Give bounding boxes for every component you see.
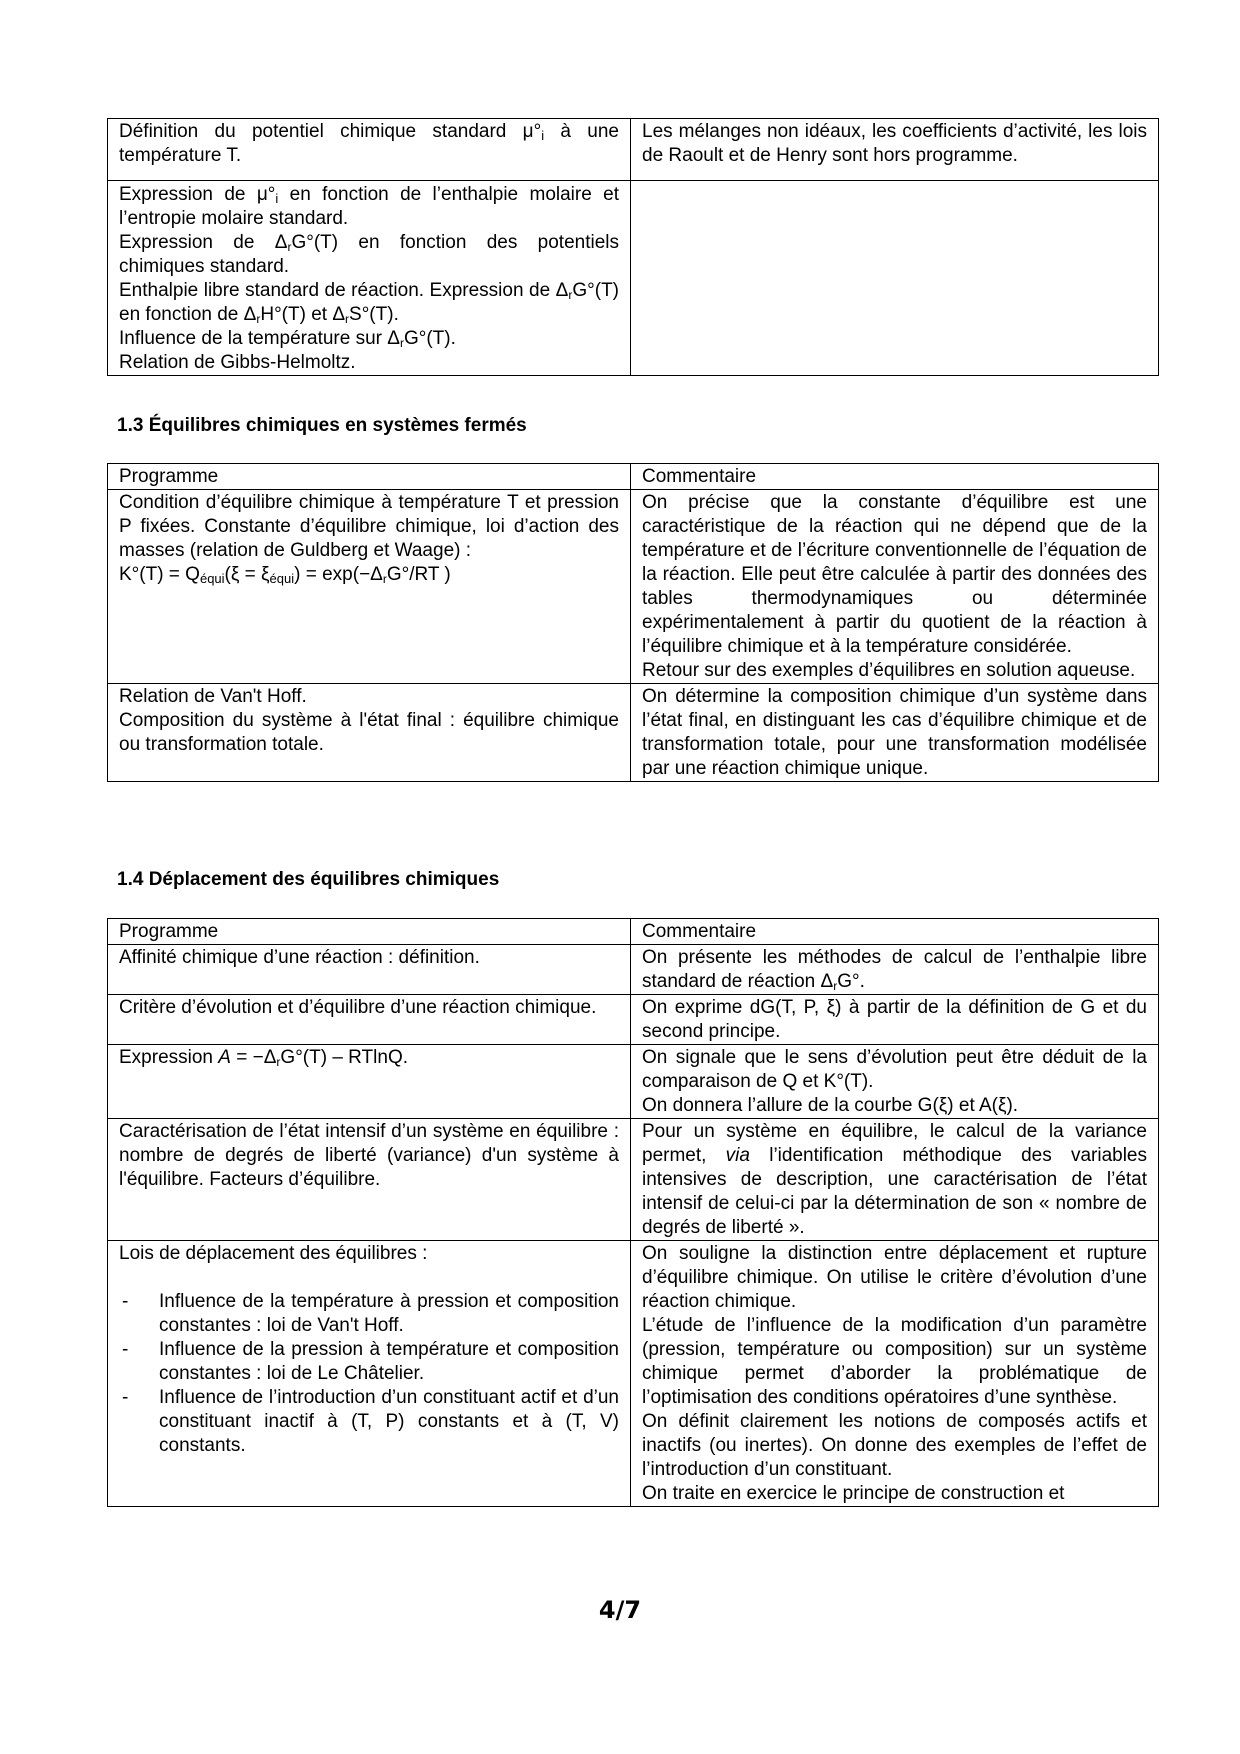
- page-number: 4/7: [598, 1596, 642, 1624]
- mu-definition-text: Définition du potentiel chimique standard $\mu^\circ_i$ à une température T.: [119, 121, 619, 166]
- program-cell: Critère d’évolution et d’équilibre d’une réaction chimique.: [108, 995, 631, 1045]
- program-cell: [108, 119, 631, 181]
- comment-text: On présente les méthodes de calcul de l’enthalpie libre standard de réaction ΔrG°.: [642, 947, 1147, 993]
- program-line: Expression de $\mu^\circ_i$ en fonction de l’enthalpie molaire et l’entropie molaire standard.: [119, 184, 619, 229]
- program-line: Expression de ΔrG°(T) en fonction des potentiels chimiques standard.: [119, 232, 619, 277]
- program-cell: [108, 684, 631, 782]
- displacement-laws-list: [119, 1290, 619, 1458]
- comment-cell: On exprime dG(T, P, ξ) à partir de la définition de G et du second principe.: [631, 995, 1159, 1045]
- header-commentaire: Commentaire: [631, 919, 1159, 945]
- header-programme: Programme: [108, 919, 631, 945]
- table-thermo-standard: [107, 118, 1159, 376]
- comment-text: On signale que le sens d’évolution peut être déduit de la comparaison de Q et K°(T).: [642, 1047, 1147, 1092]
- list-item: - Influence de la pression à température et composition constantes : loi de Le Châtelier.: [119, 1338, 619, 1386]
- table-row: [108, 1119, 1159, 1241]
- header-commentaire: Commentaire: [631, 464, 1159, 490]
- comment-cell: [631, 119, 1159, 181]
- header-programme: Programme: [108, 464, 631, 490]
- table-row: [108, 1045, 1159, 1119]
- program-line: Enthalpie libre standard de réaction. Expression de ΔrG°(T) en fonction de ΔrH°(T) et ΔrS°(T).: [119, 280, 619, 326]
- comment-text: Pour un système en équilibre, le calcul de la variance permet, via l’identification méthodique des variables intensives de description, une caractérisation de l’état intensif de celui-ci par la détermination de son « nombre de degrés de liberté ».: [642, 1121, 1147, 1238]
- comment-cell-empty: [631, 181, 1159, 376]
- comment-cell: [631, 684, 1159, 782]
- program-line: Relation de Gibbs-Helmoltz.: [119, 352, 356, 373]
- table-row: [108, 995, 1159, 1045]
- equilibrium-constant-formula: $K^\circ(T) = Q_{équi}(\xi = \xi_{équi}) = \exp(-\Delta rG^\circ/RT$ ): [119, 564, 451, 586]
- table-row: [108, 181, 1159, 376]
- table-row: [108, 490, 1159, 684]
- program-text: Relation de Van't Hoff.: [119, 686, 307, 707]
- comment-cell: [631, 1045, 1159, 1119]
- table-section-1-3: [107, 463, 1159, 782]
- comment-cell: [631, 1241, 1159, 1507]
- comment-text: Les mélanges non idéaux, les coefficients d’activité, les lois de Raoult et de Henry sont hors programme.: [642, 121, 1147, 166]
- table-row: [108, 945, 1159, 995]
- table-row: [108, 1241, 1159, 1507]
- comment-text: Retour sur des exemples d’équilibres en solution aqueuse.: [642, 660, 1136, 681]
- comment-text: On détermine la composition chimique d’un système dans l’état final, en distinguant les cas d’équilibre chimique et de transformation totale, pour une transformation modélisée par une réaction chimique unique.: [642, 686, 1147, 779]
- program-cell: [108, 181, 631, 376]
- comment-cell: [631, 490, 1159, 684]
- comment-cell: [631, 1119, 1159, 1241]
- comment-text: On donnera l’allure de la courbe G(ξ) et A(ξ).: [642, 1095, 1019, 1116]
- program-cell: Affinité chimique d’une réaction : définition.: [108, 945, 631, 995]
- comment-text: L’étude de l’influence de la modification d’un paramètre (pression, température ou composition) sur un système chimique permet d’aborder la problématique de l’optimisation des conditions opératoires d’une synthèse.: [642, 1315, 1147, 1408]
- program-cell: [108, 1045, 631, 1119]
- section-title-1-4: 1.4 Déplacement des équilibres chimiques: [117, 869, 500, 890]
- list-item: - Influence de la température à pression et composition constantes : loi de Van't Hoff.: [119, 1290, 619, 1338]
- list-item: - Influence de l’introduction d’un constituant actif et d’un constituant inactif à (T, P) constants et à (T, V) constants.: [119, 1386, 619, 1458]
- table-row: [108, 119, 1159, 181]
- section-title-1-3: 1.3 Équilibres chimiques en systèmes fermés: [117, 415, 527, 436]
- table-header-row: [108, 464, 1159, 490]
- table-row: [108, 684, 1159, 782]
- program-cell: Caractérisation de l’état intensif d’un système en équilibre : nombre de degrés de liberté (variance) d'un système à l'équilibre. Facteurs d’équilibre.: [108, 1119, 631, 1241]
- comment-text: On traite en exercice le principe de construction et: [642, 1483, 1065, 1504]
- comment-text: On souligne la distinction entre déplacement et rupture d’équilibre chimique. On utilise le critère d’évolution d’une réaction chimique.: [642, 1243, 1147, 1312]
- program-cell: [108, 490, 631, 684]
- comment-text: On précise que la constante d’équilibre est une caractéristique de la réaction qui ne dépend que de la température et de l’écriture conventionnelle de l’équation de la réaction. Elle peut être calculée à partir des données des tables thermodynamiques ou déterminée expérimentalement à partir du quotient de la réaction à l’équilibre chimique et à la température considérée.: [642, 492, 1147, 657]
- program-text: Lois de déplacement des équilibres :: [119, 1243, 428, 1264]
- program-text: Composition du système à l'état final : équilibre chimique ou transformation totale.: [119, 710, 619, 755]
- comment-text: On définit clairement les notions de composés actifs et inactifs (ou inertes). On donne des exemples de l’effet de l’introduction d’un constituant.: [642, 1411, 1147, 1480]
- comment-cell: [631, 945, 1159, 995]
- table-section-1-4: [107, 918, 1159, 1507]
- table-header-row: [108, 919, 1159, 945]
- affinity-expression: Expression A = −ΔrG°(T) – RTlnQ.: [119, 1047, 409, 1069]
- program-text: Condition d’équilibre chimique à température T et pression P fixées. Constante d’équilibre chimique, loi d’action des masses (relation de Guldberg et Waage) :: [119, 492, 619, 561]
- program-line: Influence de la température sur ΔrG°(T).: [119, 328, 456, 350]
- program-cell: [108, 1241, 631, 1507]
